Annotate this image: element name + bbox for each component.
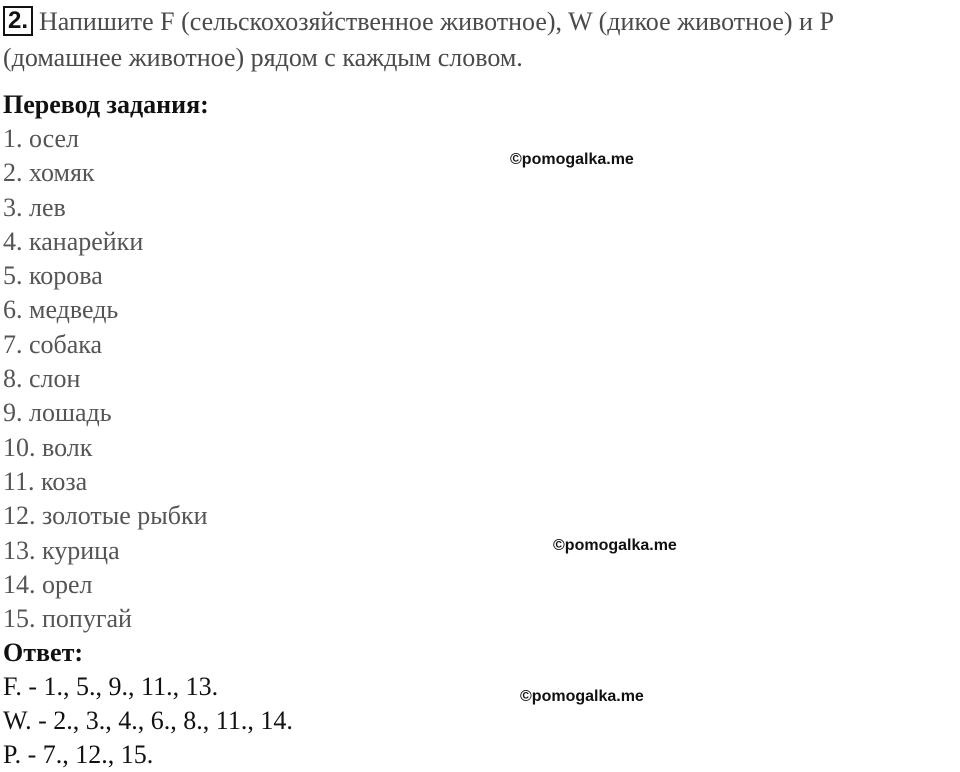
list-item: 3. лев: [3, 192, 66, 222]
watermark: ©pomogalka.me: [553, 537, 677, 554]
list-item: 14. орел: [3, 569, 93, 599]
translation-list: [3, 122, 208, 636]
list-item: 4. канарейки: [3, 226, 144, 256]
list-item: 12. золотые рыбки: [3, 501, 208, 531]
answer-list: [3, 670, 293, 772]
answer-line-wild: W. - 2., 3., 4., 6., 8., 11., 14.: [3, 706, 293, 735]
answer-heading: Ответ:: [3, 638, 84, 667]
list-item: 1. осел: [3, 124, 80, 153]
list-item: 11. коза: [3, 466, 88, 496]
list-item: 13. курица: [3, 535, 120, 565]
watermark: ©pomogalka.me: [520, 688, 644, 705]
list-item: 5. корова: [3, 261, 103, 291]
list-item: 9. лошадь: [3, 398, 112, 428]
translation-heading: Перевод задания:: [3, 90, 209, 119]
task-number: 2.: [3, 6, 33, 36]
answer-line-pet: P. - 7., 12., 15.: [3, 740, 154, 769]
list-item: 8. слон: [3, 364, 81, 394]
answer-line-farm: F. - 1., 5., 9., 11., 13.: [3, 672, 219, 701]
task-text: Напишите F (сельскохозяйственное животное), W (дикое животное) и P (домашнее животное) рядом с каждым словом.: [3, 7, 833, 72]
list-item: 2. хомяк: [3, 158, 95, 188]
watermark: ©pomogalka.me: [510, 151, 634, 168]
task-statement: [3, 4, 958, 76]
list-item: 15. попугай: [3, 604, 132, 634]
list-item: 6. медведь: [3, 295, 119, 325]
list-item: 10. волк: [3, 432, 93, 462]
list-item: 7. собака: [3, 329, 103, 359]
